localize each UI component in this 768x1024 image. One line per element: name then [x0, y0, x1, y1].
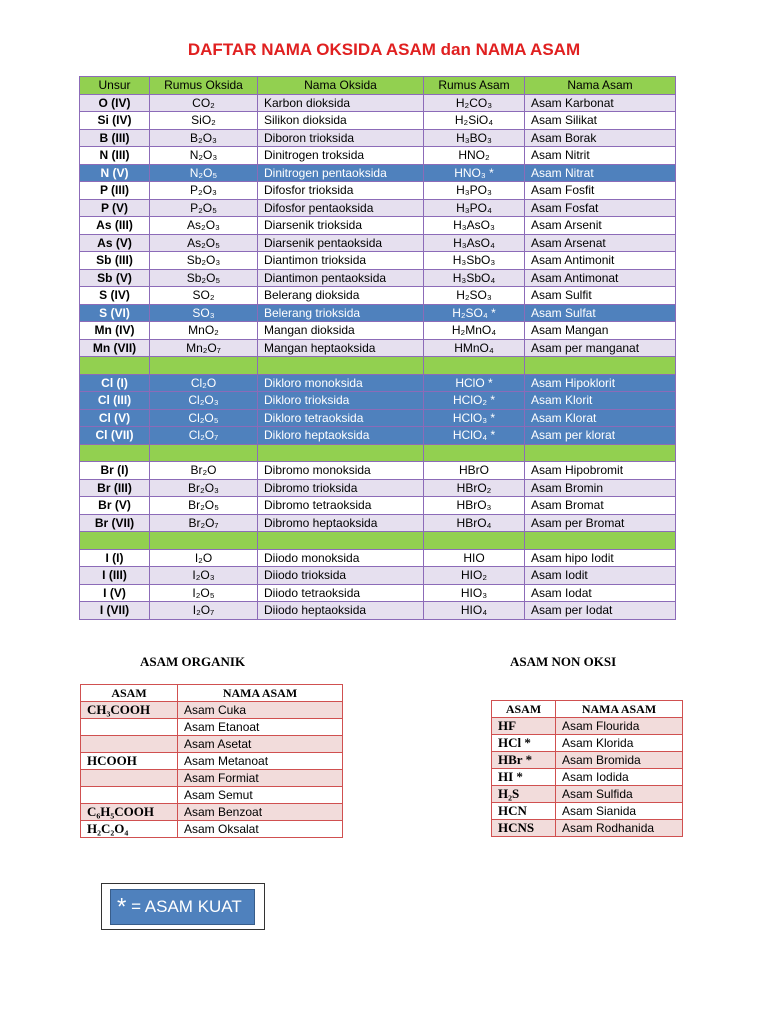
table-cell: Karbon dioksida	[258, 94, 424, 112]
table-row	[80, 147, 676, 165]
table-cell: H₃AsO₄	[424, 234, 525, 252]
table-cell: HClO *	[424, 374, 525, 392]
table-cell: HBr *	[492, 752, 556, 769]
table-cell: As (V)	[80, 234, 150, 252]
table-cell: MnO₂	[150, 322, 258, 340]
table-cell: O (IV)	[80, 94, 150, 112]
table-cell: Br₂O₃	[150, 479, 258, 497]
table-row	[80, 199, 676, 217]
table-cell: Asam Bromin	[525, 479, 676, 497]
table-cell: Sb₂O₅	[150, 269, 258, 287]
table-cell: HBrO	[424, 462, 525, 480]
table-row	[80, 462, 676, 480]
non-oxy-acid-table	[491, 700, 683, 837]
table-cell: H₂MnO₄	[424, 322, 525, 340]
table-cell	[81, 770, 178, 787]
table-row	[81, 821, 343, 838]
table-cell: P₂O₅	[150, 199, 258, 217]
legend-box	[101, 883, 265, 930]
table-cell: HIO₂	[424, 567, 525, 585]
table-cell: Silikon dioksida	[258, 112, 424, 130]
table-cell: Cl (I)	[80, 374, 150, 392]
table-cell	[525, 357, 676, 375]
table-row	[81, 770, 343, 787]
table-cell: Sb (III)	[80, 252, 150, 270]
table-cell	[80, 532, 150, 550]
legend-label	[110, 889, 255, 925]
table-cell	[150, 532, 258, 550]
page-title: DAFTAR NAMA OKSIDA ASAM dan NAMA ASAM	[187, 40, 581, 59]
table-cell	[150, 444, 258, 462]
table-cell: Asam Nitrat	[525, 164, 676, 182]
table-cell	[258, 357, 424, 375]
table-row	[492, 769, 683, 786]
table-cell: Asam Iodida	[556, 769, 683, 786]
table-cell: HI *	[492, 769, 556, 786]
table-cell: Asam Bromida	[556, 752, 683, 769]
table-cell: Difosfor pentaoksida	[258, 199, 424, 217]
table-row	[80, 322, 676, 340]
table-row	[80, 112, 676, 130]
table-cell	[424, 532, 525, 550]
table-cell: SO₃	[150, 304, 258, 322]
legend-star: *	[117, 893, 127, 921]
table-cell: P₂O₃	[150, 182, 258, 200]
col-header-asam: ASAM	[81, 685, 178, 702]
table-cell: Asam Bromat	[525, 497, 676, 515]
col-header-nama-oksida: Nama Oksida	[258, 77, 424, 95]
table-cell: Asam Fosfat	[525, 199, 676, 217]
table-row	[80, 514, 676, 532]
table-cell: Asam Asetat	[178, 736, 343, 753]
col-header-nama-asam: NAMA ASAM	[178, 685, 343, 702]
organic-heading: ASAM ORGANIK	[140, 654, 246, 669]
table-cell: H₂C₂O₄	[81, 821, 178, 838]
table-cell: Asam Sulfit	[525, 287, 676, 305]
organic-acid-table	[80, 684, 343, 838]
table-cell: Asam Formiat	[178, 770, 343, 787]
table-cell: Cl (VII)	[80, 427, 150, 445]
table-cell: Sb (V)	[80, 269, 150, 287]
table-cell: Dibromo heptaoksida	[258, 514, 424, 532]
table-row	[81, 702, 343, 719]
col-header-unsur: Unsur	[80, 77, 150, 95]
col-header-rumus-oksida: Rumus Oksida	[150, 77, 258, 95]
table-cell: Mangan dioksida	[258, 322, 424, 340]
table-cell: As (III)	[80, 217, 150, 235]
table-cell: Cl₂O₅	[150, 409, 258, 427]
oxide-acid-table	[79, 76, 676, 620]
table-cell: Dinitrogen troksida	[258, 147, 424, 165]
table-cell: Mn (IV)	[80, 322, 150, 340]
table-cell	[81, 787, 178, 804]
table-cell: Asam hipo Iodit	[525, 549, 676, 567]
table-cell: Diarsenik pentaoksida	[258, 234, 424, 252]
table-row	[492, 752, 683, 769]
table-cell: Sb₂O₃	[150, 252, 258, 270]
table-row	[80, 549, 676, 567]
table-cell: Diboron trioksida	[258, 129, 424, 147]
table-row	[80, 602, 676, 620]
table-cell: B₂O₃	[150, 129, 258, 147]
table-cell: Asam Nitrit	[525, 147, 676, 165]
legend-text: = ASAM KUAT	[131, 897, 242, 916]
table-cell: HIO	[424, 549, 525, 567]
table-row	[80, 357, 676, 375]
table-cell: Mn₂O₇	[150, 339, 258, 357]
table-cell: Dikloro trioksida	[258, 392, 424, 410]
table-row	[492, 820, 683, 837]
table-cell: H₃SbO₃	[424, 252, 525, 270]
table-cell: Diiodo monoksida	[258, 549, 424, 567]
table-cell: Asam Oksalat	[178, 821, 343, 838]
table-cell: Diantimon trioksida	[258, 252, 424, 270]
table-cell: Br (V)	[80, 497, 150, 515]
table-cell: Asam Arsenit	[525, 217, 676, 235]
table-cell: Asam Karbonat	[525, 94, 676, 112]
table-cell: Diiodo heptaoksida	[258, 602, 424, 620]
table-cell	[424, 357, 525, 375]
table-row	[80, 567, 676, 585]
table-cell: HCN	[492, 803, 556, 820]
table-cell: Asam Flourida	[556, 718, 683, 735]
table-cell: Br (I)	[80, 462, 150, 480]
table-cell: H₂S	[492, 786, 556, 803]
table-row	[80, 94, 676, 112]
table-cell: HNO₃ *	[424, 164, 525, 182]
table-cell	[150, 357, 258, 375]
table-cell: S (VI)	[80, 304, 150, 322]
table-cell: Asam Klorat	[525, 409, 676, 427]
table-row	[80, 339, 676, 357]
table-row	[492, 803, 683, 820]
table-cell: H₂CO₃	[424, 94, 525, 112]
table-cell: I (V)	[80, 584, 150, 602]
non-oksi-heading: ASAM NON OKSI	[510, 654, 617, 669]
table-row	[80, 252, 676, 270]
table-cell: Asam Hipobromit	[525, 462, 676, 480]
table-cell: Cl₂O₇	[150, 427, 258, 445]
table-cell: HF	[492, 718, 556, 735]
table-row	[80, 584, 676, 602]
table-cell: Asam Silikat	[525, 112, 676, 130]
table-cell	[81, 736, 178, 753]
table-cell: Dibromo tetraoksida	[258, 497, 424, 515]
table-cell: HIO₄	[424, 602, 525, 620]
table-cell: Asam Iodit	[525, 567, 676, 585]
table-cell	[80, 444, 150, 462]
table-cell: H₃AsO₃	[424, 217, 525, 235]
table-cell: H₂SO₄ *	[424, 304, 525, 322]
table-cell: P (V)	[80, 199, 150, 217]
table-row	[80, 479, 676, 497]
table-cell: HMnO₄	[424, 339, 525, 357]
table-cell: N₂O₃	[150, 147, 258, 165]
table-cell: Diantimon pentaoksida	[258, 269, 424, 287]
table-row	[80, 217, 676, 235]
col-header-asam: ASAM	[492, 701, 556, 718]
table-cell: HCl *	[492, 735, 556, 752]
table-row	[80, 409, 676, 427]
table-row	[80, 532, 676, 550]
table-cell: H₃SbO₄	[424, 269, 525, 287]
table-cell: Asam Cuka	[178, 702, 343, 719]
table-row	[80, 269, 676, 287]
table-cell: HCOOH	[81, 753, 178, 770]
table-cell: Asam Sulfida	[556, 786, 683, 803]
table-cell: Dikloro monoksida	[258, 374, 424, 392]
table-cell	[258, 532, 424, 550]
table-cell: Dibromo monoksida	[258, 462, 424, 480]
table-cell: Asam Antimonit	[525, 252, 676, 270]
table-cell: Cl₂O₃	[150, 392, 258, 410]
table-row	[81, 804, 343, 821]
table-header-row	[81, 685, 343, 702]
table-cell: Cl (V)	[80, 409, 150, 427]
table-cell: HBrO₄	[424, 514, 525, 532]
table-cell: B (III)	[80, 129, 150, 147]
table-cell: I₂O₃	[150, 567, 258, 585]
table-cell	[81, 719, 178, 736]
col-header-nama-asam: NAMA ASAM	[556, 701, 683, 718]
table-cell: SiO₂	[150, 112, 258, 130]
table-cell: HClO₂ *	[424, 392, 525, 410]
table-cell: Asam Iodat	[525, 584, 676, 602]
table-header-row	[492, 701, 683, 718]
table-cell: Asam per Iodat	[525, 602, 676, 620]
table-row	[81, 719, 343, 736]
table-cell: Br₂O	[150, 462, 258, 480]
table-cell: Dikloro tetraoksida	[258, 409, 424, 427]
table-cell: H₂SiO₄	[424, 112, 525, 130]
table-row	[80, 392, 676, 410]
table-cell: Diiodo tetraoksida	[258, 584, 424, 602]
table-cell: Asam Klorit	[525, 392, 676, 410]
table-cell: Dinitrogen pentaoksida	[258, 164, 424, 182]
table-cell: Asam Klorida	[556, 735, 683, 752]
table-cell: I (III)	[80, 567, 150, 585]
table-cell	[258, 444, 424, 462]
table-cell: Dikloro heptaoksida	[258, 427, 424, 445]
table-cell: Mangan heptaoksida	[258, 339, 424, 357]
table-row	[80, 374, 676, 392]
table-cell: CH₃COOH	[81, 702, 178, 719]
table-cell: Asam Mangan	[525, 322, 676, 340]
table-cell: Belerang trioksida	[258, 304, 424, 322]
table-cell: I₂O₅	[150, 584, 258, 602]
table-cell	[525, 444, 676, 462]
table-cell: Asam Hipoklorit	[525, 374, 676, 392]
table-row	[80, 287, 676, 305]
table-cell: Br₂O₇	[150, 514, 258, 532]
table-cell: HIO₃	[424, 584, 525, 602]
table-cell: Mn (VII)	[80, 339, 150, 357]
table-row	[80, 182, 676, 200]
table-row	[80, 427, 676, 445]
table-cell: Asam Arsenat	[525, 234, 676, 252]
table-cell: HCNS	[492, 820, 556, 837]
table-cell: Br (VII)	[80, 514, 150, 532]
table-cell: Difosfor trioksida	[258, 182, 424, 200]
col-header-rumus-asam: Rumus Asam	[424, 77, 525, 95]
table-cell: HNO₂	[424, 147, 525, 165]
table-cell: N (III)	[80, 147, 150, 165]
table-cell: Asam Sianida	[556, 803, 683, 820]
table-cell: Cl (III)	[80, 392, 150, 410]
table-cell: SO₂	[150, 287, 258, 305]
table-cell: P (III)	[80, 182, 150, 200]
table-cell: Br (III)	[80, 479, 150, 497]
table-cell: I₂O₇	[150, 602, 258, 620]
table-row	[80, 444, 676, 462]
table-cell: S (IV)	[80, 287, 150, 305]
table-cell: C₆H₅COOH	[81, 804, 178, 821]
table-row	[81, 736, 343, 753]
table-cell: H₃BO₃	[424, 129, 525, 147]
table-cell	[424, 444, 525, 462]
table-row	[80, 304, 676, 322]
table-header-row	[80, 77, 676, 95]
table-cell: Asam Fosfit	[525, 182, 676, 200]
table-cell: Dibromo trioksida	[258, 479, 424, 497]
table-row	[80, 129, 676, 147]
table-cell: H₂SO₃	[424, 287, 525, 305]
table-cell: HBrO₃	[424, 497, 525, 515]
table-row	[81, 787, 343, 804]
table-cell: HBrO₂	[424, 479, 525, 497]
table-cell: Si (IV)	[80, 112, 150, 130]
table-cell	[80, 357, 150, 375]
table-row	[492, 735, 683, 752]
table-cell: Diiodo trioksida	[258, 567, 424, 585]
table-cell: As₂O₅	[150, 234, 258, 252]
table-cell: HClO₃ *	[424, 409, 525, 427]
table-cell: H₃PO₃	[424, 182, 525, 200]
table-row	[492, 786, 683, 803]
table-cell: Asam per manganat	[525, 339, 676, 357]
table-cell: Asam Sulfat	[525, 304, 676, 322]
table-cell: HClO₄ *	[424, 427, 525, 445]
table-cell: Asam Semut	[178, 787, 343, 804]
table-cell	[525, 532, 676, 550]
table-cell: Br₂O₅	[150, 497, 258, 515]
table-cell: Diarsenik trioksida	[258, 217, 424, 235]
table-cell: Asam Metanoat	[178, 753, 343, 770]
col-header-nama-asam: Nama Asam	[525, 77, 676, 95]
table-row	[81, 753, 343, 770]
table-cell: Asam Antimonat	[525, 269, 676, 287]
table-row	[80, 164, 676, 182]
table-cell: Cl₂O	[150, 374, 258, 392]
table-cell: Asam Rodhanida	[556, 820, 683, 837]
table-cell: As₂O₃	[150, 217, 258, 235]
table-cell: Asam Benzoat	[178, 804, 343, 821]
table-row	[492, 718, 683, 735]
table-cell: Belerang dioksida	[258, 287, 424, 305]
table-cell: CO₂	[150, 94, 258, 112]
table-cell: H₃PO₄	[424, 199, 525, 217]
table-cell: Asam Etanoat	[178, 719, 343, 736]
table-cell: I (VII)	[80, 602, 150, 620]
table-cell: Asam per Bromat	[525, 514, 676, 532]
table-cell: Asam per klorat	[525, 427, 676, 445]
table-cell: I₂O	[150, 549, 258, 567]
table-cell: N (V)	[80, 164, 150, 182]
table-cell: Asam Borak	[525, 129, 676, 147]
table-row	[80, 497, 676, 515]
table-cell: N₂O₅	[150, 164, 258, 182]
table-row	[80, 234, 676, 252]
table-cell: I (I)	[80, 549, 150, 567]
